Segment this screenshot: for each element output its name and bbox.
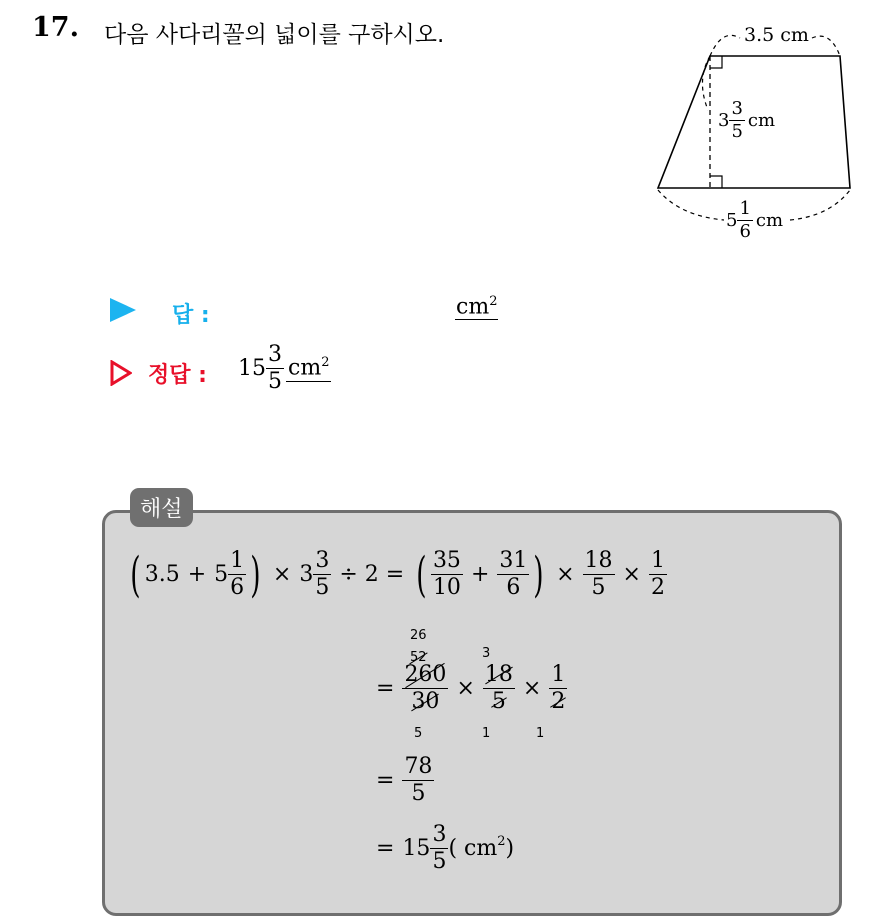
bottom-whole: 5 bbox=[726, 210, 738, 231]
l1-f4 bbox=[649, 550, 667, 599]
l1-c-den: 5 bbox=[315, 575, 330, 600]
height-unit: cm bbox=[747, 110, 776, 131]
explanation-line-1 bbox=[126, 546, 667, 603]
bottom-den: 6 bbox=[739, 221, 751, 242]
l4-close: ) bbox=[505, 836, 515, 861]
bottom-unit: cm bbox=[755, 210, 784, 231]
l2-f2 bbox=[483, 664, 515, 713]
correct-den: 5 bbox=[268, 369, 282, 394]
l2-eq: = bbox=[376, 676, 395, 701]
l1-f3-num: 18 bbox=[584, 548, 613, 573]
l1-f2-num: 31 bbox=[499, 548, 528, 573]
height-label bbox=[718, 100, 775, 141]
l2-f2-num: 18 bbox=[484, 662, 513, 687]
answer-unit: cm bbox=[456, 294, 490, 320]
answer-blank[interactable] bbox=[455, 294, 498, 320]
l2-times1: × bbox=[456, 676, 475, 701]
paren-close-2: ) bbox=[533, 546, 544, 603]
l1-plus2: + bbox=[470, 562, 490, 587]
right-angle-top bbox=[710, 56, 722, 68]
bottom-fraction bbox=[737, 200, 752, 241]
height-arc bbox=[702, 56, 710, 110]
l3-eq: = bbox=[376, 768, 395, 793]
question-number: 17. bbox=[32, 12, 79, 43]
correct-unit-wrap bbox=[286, 355, 331, 381]
l3-frac bbox=[402, 756, 434, 805]
l1-f4-den: 2 bbox=[650, 575, 665, 600]
l1-f1-num: 35 bbox=[432, 548, 461, 573]
l4-whole: 15 bbox=[402, 836, 431, 861]
correct-value bbox=[238, 344, 331, 393]
bottom-base-arc-left bbox=[658, 190, 724, 220]
l1-times3: × bbox=[622, 562, 641, 587]
l2-small-1b: 1 bbox=[536, 726, 545, 741]
l2-small-26: 26 bbox=[410, 628, 427, 643]
l1-f4-num: 1 bbox=[650, 548, 665, 573]
bottom-base-label bbox=[726, 200, 783, 241]
answer-arrow-icon bbox=[110, 298, 136, 322]
question-text: 다음 사다리꼴의 넓이를 구하시오. bbox=[104, 22, 445, 48]
l1-b-num: 1 bbox=[230, 548, 245, 573]
l1-times2: × bbox=[556, 562, 575, 587]
l2-f1-den: 30 bbox=[411, 689, 440, 714]
l1-plus: + bbox=[187, 562, 207, 587]
bottom-base-arc-right bbox=[790, 190, 850, 220]
height-whole: 3 bbox=[718, 110, 730, 131]
l3-num: 78 bbox=[404, 754, 433, 779]
explanation-line-2 bbox=[368, 664, 567, 713]
l2-small-5: 5 bbox=[414, 726, 423, 741]
l4-frac bbox=[430, 824, 448, 873]
l1-b-whole: 5 bbox=[214, 562, 229, 587]
l1-c-frac bbox=[313, 550, 331, 599]
l1-a: 3.5 bbox=[144, 562, 180, 587]
explanation-tag: 해설 bbox=[130, 488, 193, 527]
l2-small-1a: 1 bbox=[482, 726, 491, 741]
l4-den: 5 bbox=[432, 849, 447, 874]
l1-f2-den: 6 bbox=[506, 575, 521, 600]
bottom-num: 1 bbox=[739, 198, 751, 219]
answer-label: 답 : bbox=[172, 303, 210, 328]
l1-times1: × bbox=[272, 562, 292, 587]
l1-div: ÷ 2 = bbox=[339, 562, 405, 587]
correct-num: 3 bbox=[268, 342, 282, 367]
correct-whole: 15 bbox=[238, 356, 266, 381]
correct-fraction bbox=[266, 344, 284, 393]
l1-f2 bbox=[497, 550, 529, 599]
l2-f3 bbox=[549, 664, 567, 713]
l2-f3-den: 2 bbox=[551, 689, 566, 714]
l1-f3 bbox=[583, 550, 615, 599]
explanation-line-3 bbox=[368, 756, 434, 805]
l1-c-whole: 3 bbox=[299, 562, 314, 587]
correct-label: 정답 : bbox=[148, 363, 207, 388]
correct-unit: cm bbox=[288, 355, 322, 381]
l3-den: 5 bbox=[411, 781, 426, 806]
paren-open-2: ( bbox=[416, 546, 427, 603]
answer-unit-exp: 2 bbox=[489, 294, 498, 309]
top-base-arc-left bbox=[710, 35, 740, 56]
l1-f1-den: 10 bbox=[432, 575, 461, 600]
l1-f3-den: 5 bbox=[591, 575, 606, 600]
l2-f3-num: 1 bbox=[551, 662, 566, 687]
right-angle-bottom bbox=[710, 176, 722, 188]
l4-unit: ( cm bbox=[448, 836, 498, 861]
height-den: 5 bbox=[731, 121, 743, 142]
l2-f1 bbox=[402, 664, 448, 713]
l2-f2-den: 5 bbox=[491, 689, 506, 714]
l1-c-num: 3 bbox=[315, 548, 330, 573]
l2-small-52: 52 bbox=[410, 650, 427, 665]
l2-small-3: 3 bbox=[482, 646, 491, 661]
l1-b-frac bbox=[228, 550, 246, 599]
correct-unit-exp: 2 bbox=[321, 355, 330, 371]
height-fraction bbox=[729, 100, 744, 141]
l4-eq: = bbox=[376, 836, 395, 861]
paren-open: ( bbox=[130, 546, 141, 603]
l1-f1 bbox=[431, 550, 463, 599]
l1-b-den: 6 bbox=[230, 575, 245, 600]
top-base-label: 3.5 cm bbox=[744, 24, 809, 46]
paren-close: ) bbox=[250, 546, 261, 603]
correct-arrow-icon bbox=[110, 360, 132, 386]
l4-unit-exp: 2 bbox=[497, 834, 506, 849]
height-num: 3 bbox=[731, 98, 743, 119]
l4-num: 3 bbox=[432, 822, 447, 847]
explanation-line-4 bbox=[368, 824, 514, 873]
l2-times2: × bbox=[522, 676, 542, 701]
top-base-arc-right bbox=[812, 36, 840, 56]
l2-f1-num: 260 bbox=[404, 662, 447, 687]
